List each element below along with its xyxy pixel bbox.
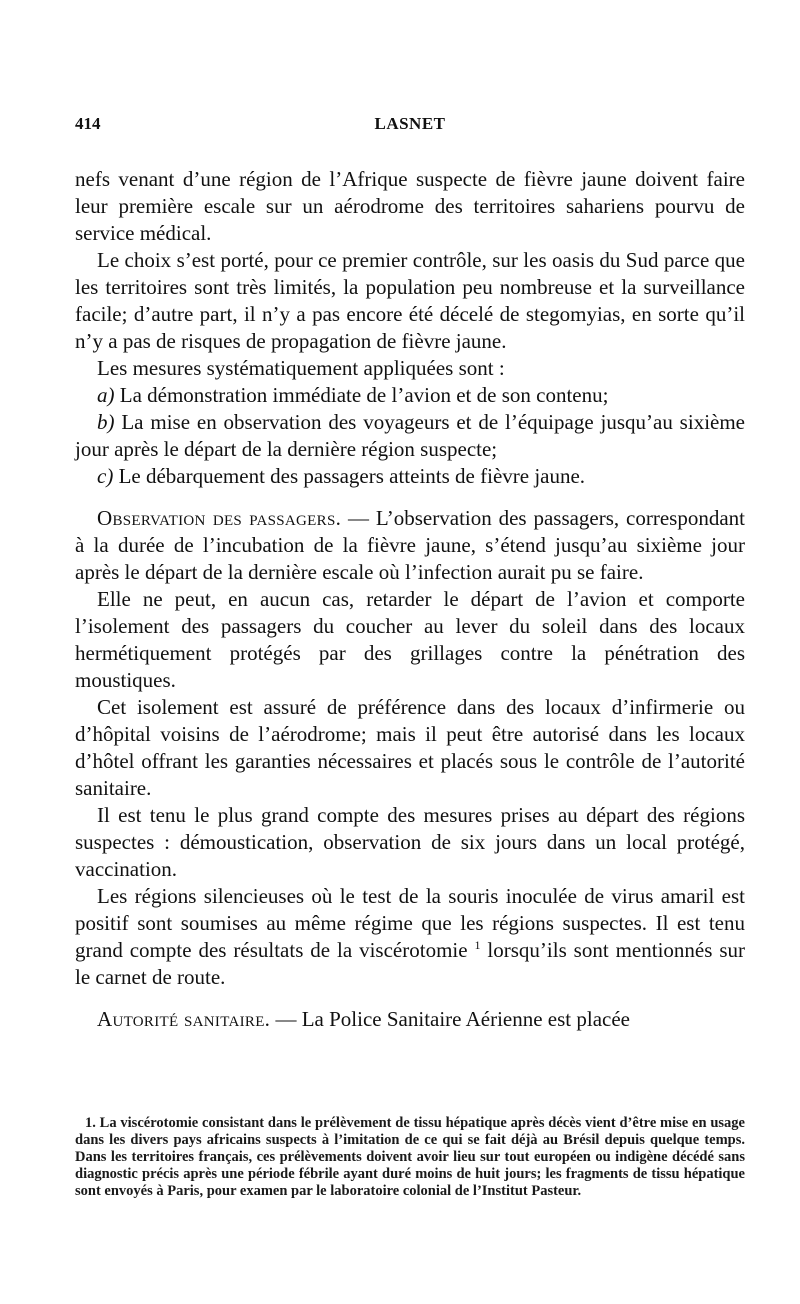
paragraph: Le choix s’est porté, pour ce premier contrôle, sur les oasis du Sud parce que les territoires sont très limités, la population peu nombreuse et la surveillance facile; d’autre part, il n’y a pas encore été décelé de stegomyias, en sorte qu’il n’y a pas de risques de propagation de fièvre jaune.: [75, 248, 745, 353]
list-text: La mise en observation des voyageurs et de l’équipage jusqu’au sixième jour après le départ de la dernière région suspecte;: [75, 410, 746, 461]
paragraph: [75, 883, 745, 991]
footnote: [75, 1115, 745, 1200]
list-item-b: [75, 409, 745, 463]
footnote-text: [75, 1115, 745, 1200]
section-heading: Observation des passagers.: [97, 506, 342, 530]
footnote-reference: 1: [474, 938, 481, 952]
page-number: 414: [75, 114, 101, 133]
paragraph: Il est tenu le plus grand compte des mesures prises au départ des régions suspectes : démoustication, observation de six jours dans un local protégé, vaccination.: [75, 803, 745, 881]
running-title: LASNET: [374, 114, 446, 133]
page: [75, 108, 746, 1031]
list-text: Le débarquement des passagers atteints de fièvre jaune.: [118, 464, 586, 488]
list-item-c: [75, 463, 745, 490]
list-item-a: [75, 382, 745, 409]
list-marker: b): [97, 410, 115, 434]
section-text: — L’observation des passagers, correspondant à la durée de l’incubation de la fièvre jaune, s’étend jusqu’au sixième jour après le départ de la dernière escale où l’infection aurait pu se faire.: [75, 506, 745, 584]
body-text: [75, 166, 745, 1033]
section-heading: Autorité sanitaire.: [97, 1007, 271, 1031]
paragraph: Elle ne peut, en aucun cas, retarder le départ de l’avion et comporte l’isolement des passagers du coucher au lever du soleil dans des locaux hermétiquement protégés par des grillages contre la pénétration des moustiques.: [75, 587, 745, 692]
paragraph: Les mesures systématiquement appliquées sont :: [97, 356, 505, 380]
paragraph-text: lorsqu’ils sont mentionnés sur le carnet de route.: [75, 938, 746, 989]
section-autorite: [75, 1006, 745, 1033]
paragraph: nefs venant d’une région de l’Afrique suspecte de fièvre jaune doivent faire leur première escale sur un aérodrome des territoires sahariens pourvu de service médical.: [75, 167, 745, 245]
section-observation: [75, 505, 745, 586]
paragraph: Cet isolement est assuré de préférence dans des locaux d’infirmerie ou d’hôpital voisins de l’aérodrome; mais il peut être autorisé dans les locaux d’hôtel offrant les garanties nécessaires et placés sous le contrôle de l’autorité sanitaire.: [75, 695, 745, 800]
footnote-body: La viscérotomie consistant dans le prélèvement de tissu hépatique après décès vient d’être mise en usage dans les divers pays africains suspects à l’imitation de ce qui se fait déjà au Brésil depuis quelque temps. Dans les territoires français, ces prélèvements doivent avoir lieu sur tout européen ou indigène décédé sans diagnostic précis après une période fébrile ayant duré moins de huit jours; les fragments de tissu hépatique sont envoyés à Paris, pour examen par le laboratoire colonial de l’Institut Pasteur.: [75, 1115, 745, 1199]
paragraph-text: Les régions silencieuses où le test de la souris inoculée de virus amaril est positif sont soumises au même régime que les régions suspectes. Il est tenu grand compte des résultats de la viscérotomie: [75, 884, 745, 962]
list-marker: a): [97, 383, 115, 407]
list-marker: c): [97, 464, 114, 488]
section-text: — La Police Sanitaire Aérienne est placée: [270, 1007, 630, 1031]
footnote-number: 1.: [85, 1115, 96, 1131]
list-text: La démonstration immédiate de l’avion et de son contenu;: [119, 383, 609, 407]
page-header: [75, 108, 745, 136]
